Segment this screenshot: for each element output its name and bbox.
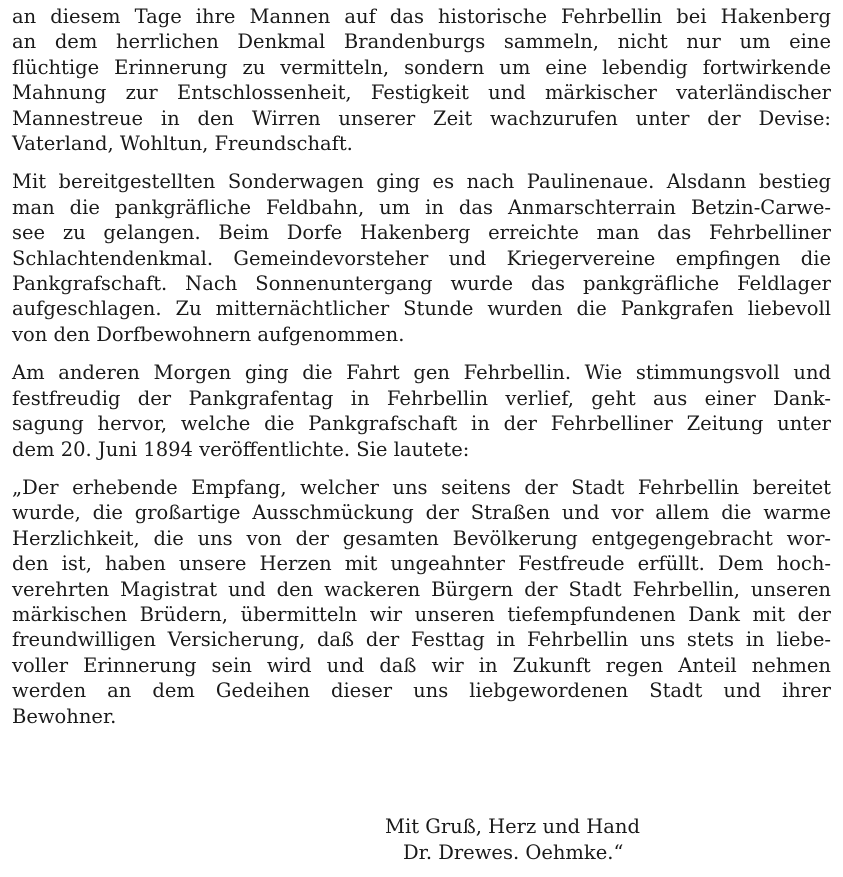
text-line: an dem herrlichen Denkmal Brandenburgs sammeln, nicht nur um eine (12, 30, 831, 54)
text-line: festfreudig der Pankgrafentag in Fehrbellin verlief, geht aus einer Dank- (12, 386, 831, 410)
text-line: den ist, haben unsere Herzen mit ungeahnter Festfreude erfüllt. Dem hoch- (12, 552, 831, 576)
text-line: von den Dorfbewohnern aufgenommen. (12, 322, 405, 346)
text-line: Vaterland, Wohltun, Freundschaft. (12, 132, 353, 156)
text-line: werden an dem Gedeihen dieser uns liebgewordenen Stadt und ihrer (12, 679, 831, 703)
text-line: an diesem Tage ihre Mannen auf das historische Fehrbellin bei Hakenberg (12, 5, 831, 28)
text-line: Bewohner. (12, 704, 117, 728)
paragraph-3 (12, 360, 831, 462)
paragraph-2 (12, 169, 831, 347)
paragraph-4-quote (12, 475, 831, 729)
document-page (12, 4, 831, 742)
closing-signatories: Dr. Drewes. Oehmke.“ (403, 841, 624, 864)
text-line: Schlachtendenkmal. Gemeindevorsteher und Kriegervereine empfingen die (12, 246, 831, 270)
text-line: Herzlichkeit, die uns von der gesamten Bevölkerung entgegengebracht wor- (12, 526, 831, 550)
text-line: man die pankgräfliche Feldbahn, um in das Anmarschterrain Betzin-Carwe- (12, 195, 831, 219)
text-line: sagung hervor, welche die Pankgrafschaft in der Fehrbelliner Zeitung unter (12, 412, 831, 436)
text-line: Mahnung zur Entschlossenheit, Festigkeit und märkischer vaterländischer (12, 81, 831, 105)
paragraph-1 (12, 4, 831, 156)
text-line: dem 20. Juni 1894 veröffentlichte. Sie lautete: (12, 437, 470, 461)
text-line: wurde, die großartige Ausschmückung der Straßen und vor allem die warme (12, 501, 831, 525)
text-line: flüchtige Erinnerung zu vermitteln, sondern um eine lebendig fortwirkende (12, 55, 831, 79)
text-line: Mit bereitgestellten Sonderwagen ging es nach Paulinenaue. Alsdann bestieg (12, 170, 831, 194)
text-line: verehrten Magistrat und den wackeren Bürgern der Stadt Fehrbellin, unseren (12, 577, 831, 601)
closing-signature (385, 814, 825, 866)
text-line: see zu gelangen. Beim Dorfe Hakenberg erreichte man das Fehrbelliner (12, 221, 831, 245)
text-line: märkischen Brüdern, übermitteln wir unseren tiefempfundenen Dank mit der (12, 602, 831, 626)
text-line: voller Erinnerung sein wird und daß wir in Zukunft regen Anteil nehmen (12, 653, 831, 677)
text-line: Am anderen Morgen ging die Fahrt gen Fehrbellin. Wie stimmungsvoll und (12, 361, 831, 385)
text-line: Pankgrafschaft. Nach Sonnenuntergang wurde das pankgräfliche Feldlager (12, 272, 831, 296)
text-line: „Der erhebende Empfang, welcher uns seitens der Stadt Fehrbellin bereitet (12, 475, 831, 499)
text-line: aufgeschlagen. Zu mitternächtlicher Stunde wurden die Pankgrafen liebevoll (12, 297, 831, 321)
text-line: freundwilligen Versicherung, daß der Festtag in Fehrbellin uns stets in liebe- (12, 628, 831, 652)
closing-greeting: Mit Gruß, Herz und Hand (385, 815, 640, 838)
text-line: Mannestreue in den Wirren unserer Zeit wachzurufen unter der Devise: (12, 106, 831, 130)
